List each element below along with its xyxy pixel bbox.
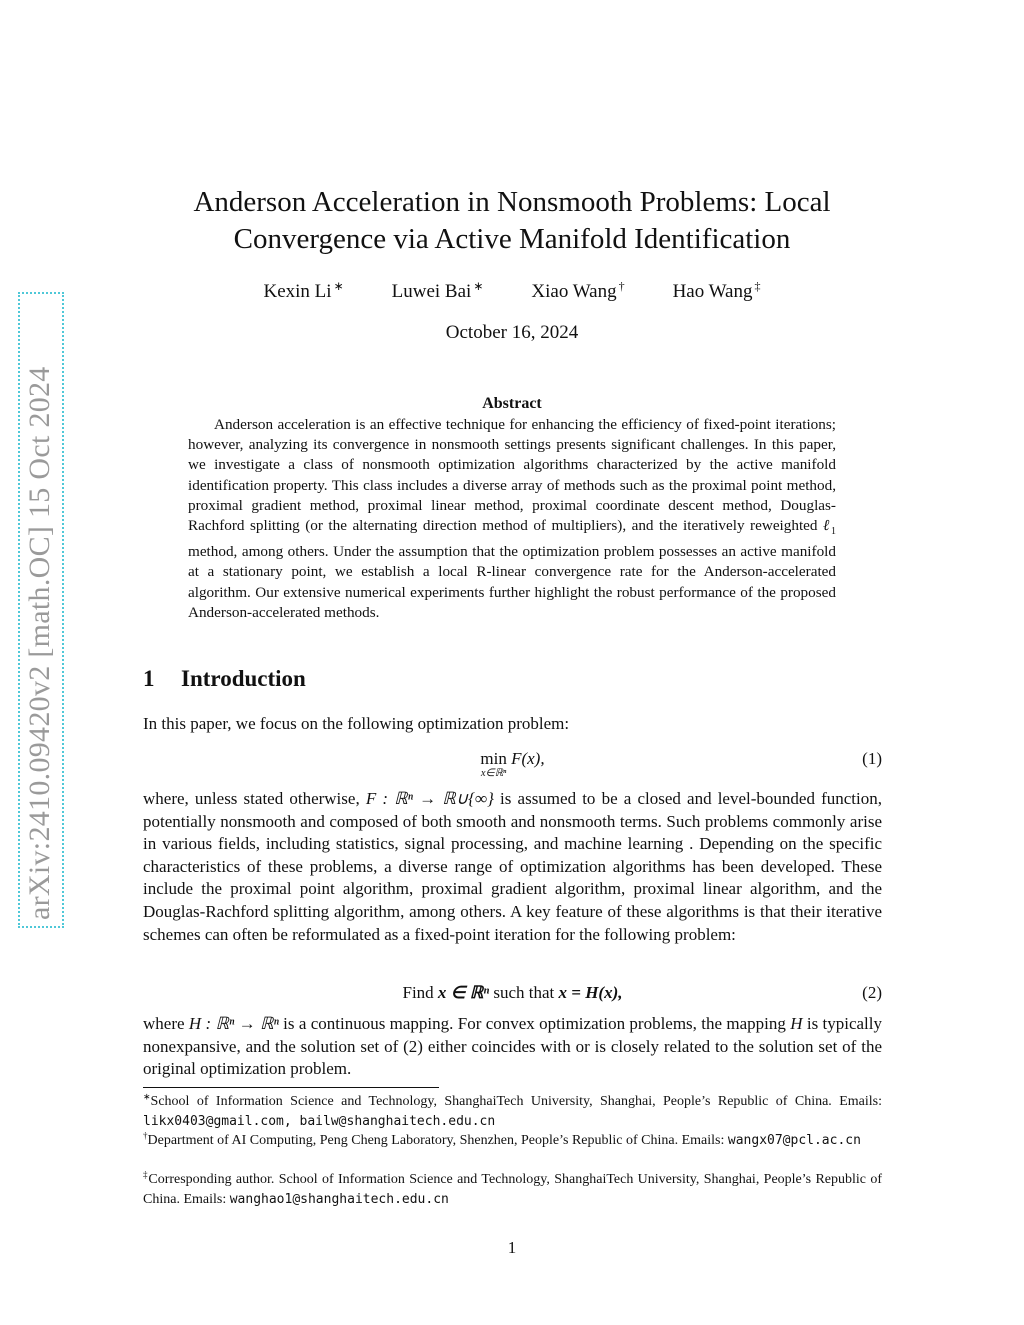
email-link[interactable]: likx0403@gmail.com, bailw@shanghaitech.edu.cn — [143, 1114, 496, 1129]
title-line-1: Anderson Acceleration in Nonsmooth Problems: Local — [193, 186, 831, 218]
title-line-2: Convergence via Active Manifold Identification — [233, 223, 791, 255]
footnote-3: ‡Corresponding author. School of Information Science and Technology, ShanghaiTech University, Shanghai, People’s Republic of China. Emails: wanghao1@shanghaitech.edu.cn — [143, 1169, 883, 1207]
section-number: 1 — [143, 666, 155, 691]
equation-number: (2) — [862, 983, 882, 1002]
publication-date: October 16, 2024 — [445, 322, 579, 343]
abstract-text: Anderson acceleration is an effective technique for enhancing the efficiency of fixed-point iterations; however, analyzing its convergence in nonsmooth settings presents significant challenges. In this paper, we investigate a class of nonsmooth optimization algorithms characterized by the active manifold identification property. This class includes a diverse array of methods such as the proximal point method, proximal gradient method, proximal linear method, proximal coordinate descent method, Douglas-Rachford splitting (or the alternating direction method of multipliers), and the iteratively reweighted ℓ$_1$ method, among others. Under the assumption that the optimization problem possesses an active manifold at a stationary point, we establish a local R-linear convergence rate for the Anderson-accelerated algorithm. Our extensive numerical experiments further highlight the robust performance of the proposed Anderson-accelerated methods. — [188, 416, 837, 621]
equation-number: (1) — [862, 749, 882, 768]
intro-paragraph-2: where, unless stated otherwise, F : ℝⁿ → ℝ∪{∞} is assumed to be a closed and level-bounded function, potentially nonsmooth and composed of both smooth and nonsmooth terms. Such problems commonly arise in various fields, including statistics, signal processing, and machine learning . Depending on the specific characteristics of these problems, a diverse range of optimization algorithms has been developed. These include the proximal point algorithm, proximal gradient algorithm, proximal linear algorithm, and the Douglas-Rachford splitting algorithm, among others. A key feature of these algorithms is that their iterative schemes can often be reformulated as a fixed-point iteration for the following problem: — [143, 789, 882, 944]
equation-2: Find x ∈ ℝⁿ such that x = H(x), (2) — [402, 983, 882, 1002]
abstract-heading: Abstract — [482, 395, 542, 412]
paper-title — [140, 184, 884, 258]
author-list — [140, 278, 884, 303]
intro-paragraph-3: where H : ℝⁿ → ℝⁿ is a continuous mapping. For convex optimization problems, the mapping H is typically nonexpansive, and the solution set of (2) either coincides with or is closely related to the solution set of the original optimization problem. — [143, 1014, 883, 1079]
footnote-1: ∗School of Information Science and Technology, ShanghaiTech University, Shanghai, People’s Republic of China. Emails: likx0403@gmail.com, bailw@shanghaitech.edu.cn — [143, 1091, 882, 1129]
section-heading-introduction — [143, 666, 306, 692]
intro-paragraph-1: In this paper, we focus on the following optimization problem: — [143, 714, 570, 733]
arxiv-identifier[interactable]: arXiv:2410.09420v2 [math.OC] 15 Oct 2024 — [23, 366, 56, 920]
page-number: 1 — [507, 1238, 517, 1257]
min-operator: min x∈ℝⁿ — [480, 749, 507, 779]
author: Hao Wang ‡ — [672, 278, 761, 302]
footnote-divider — [143, 1087, 439, 1088]
author: Xiao Wang † — [531, 278, 625, 302]
footnote-2: †Department of AI Computing, Peng Cheng Laboratory, Shenzhen, People’s Republic of China. Emails: wangx07@pcl.ac.cn — [143, 1130, 861, 1148]
author: Luwei Bai ∗ — [391, 278, 484, 302]
email-link[interactable]: wangx07@pcl.ac.cn — [727, 1133, 861, 1148]
section-title: Introduction — [181, 666, 306, 691]
equation-1: min x∈ℝⁿ F(x), (1) — [480, 749, 882, 779]
email-link[interactable]: wanghao1@shanghaitech.edu.cn — [229, 1192, 449, 1207]
author: Kexin Li ∗ — [263, 278, 344, 302]
